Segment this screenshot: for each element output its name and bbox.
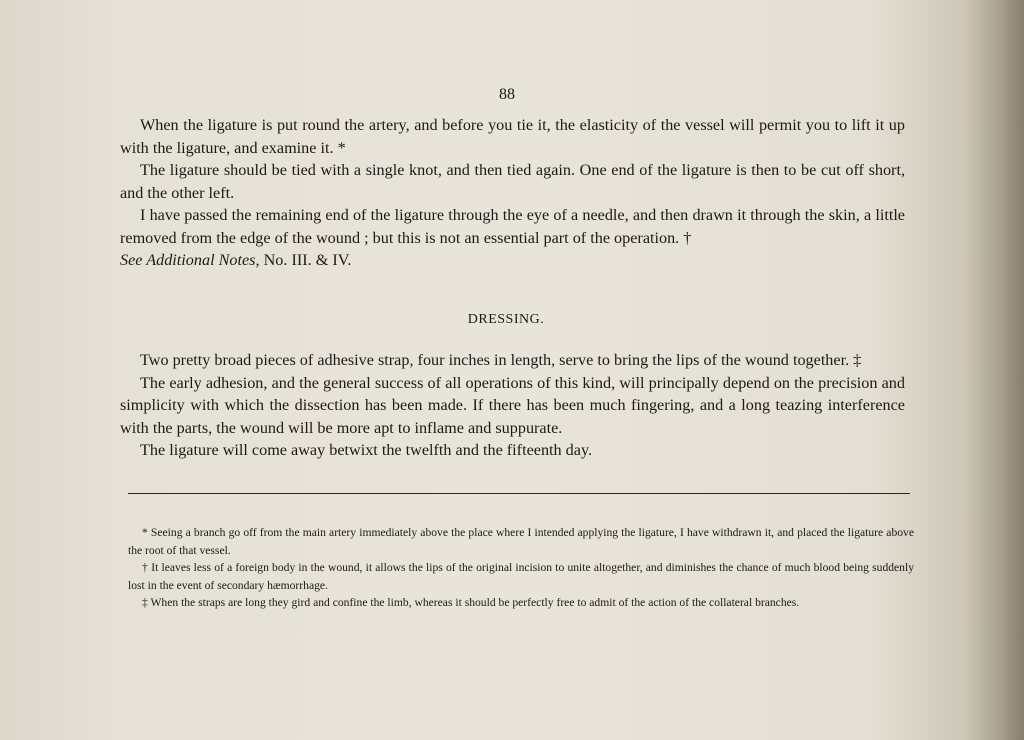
- paragraph-needle-through-skin: I have passed the remaining end of the ligature through the eye of a needle, and then drawn it through the skin, a little removed from the edge of the wound ; but this is not an essential part of the operation. †: [120, 206, 905, 247]
- section-heading-dressing: DRESSING.: [467, 312, 545, 327]
- paragraph-ligature-round-artery: When the ligature is put round the artery, and before you tie it, the elasticity of the vessel will permit you to lift it up with the ligature, and examine it. *: [120, 116, 905, 157]
- paragraph-adhesive-strap: Two pretty broad pieces of adhesive strap, four inches in length, serve to bring the lips of the wound together. ‡: [140, 351, 862, 369]
- see-notes-reference: No. III. & IV.: [259, 251, 352, 269]
- page-edge-shadow: [964, 0, 1024, 740]
- footnote-dagger: † It leaves less of a foreign body in the wound, it allows the lips of the original incision to unite altogether, and diminishes the chance of much blood being suddenly lost in the event of secondary hæmorrhage.: [128, 561, 914, 592]
- footnote-double-dagger: ‡ When the straps are long they gird and confine the limb, whereas it should be perfectly free to admit of the action of the collateral branches.: [142, 596, 800, 609]
- paragraph-single-knot: The ligature should be tied with a single knot, and then tied again. One end of the ligature is then to be cut off short, and the other left.: [120, 161, 905, 202]
- paragraph-ligature-comes-away: The ligature will come away betwixt the twelfth and the fifteenth day.: [140, 441, 593, 459]
- page-number: 88: [499, 86, 515, 103]
- footnote-asterisk: * Seeing a branch go off from the main artery immediately above the place where I intended applying the ligature, I have withdrawn it, and placed the ligature above the root of that vessel.: [128, 526, 914, 557]
- footnote-divider: [128, 493, 910, 494]
- dressing-section: [120, 349, 905, 462]
- see-notes-label: See Additional Notes,: [120, 251, 260, 269]
- see-additional-notes: [120, 249, 905, 272]
- paragraph-early-adhesion: The early adhesion, and the general success of all operations of this kind, will principally depend on the precision and simplicity with which the dissection has been made. If there has been much fingering, and a long teazing interference with the parts, the wound will be more apt to inflame and suppurate.: [120, 373, 905, 437]
- footnotes: [128, 524, 914, 612]
- ligature-section: [120, 114, 905, 272]
